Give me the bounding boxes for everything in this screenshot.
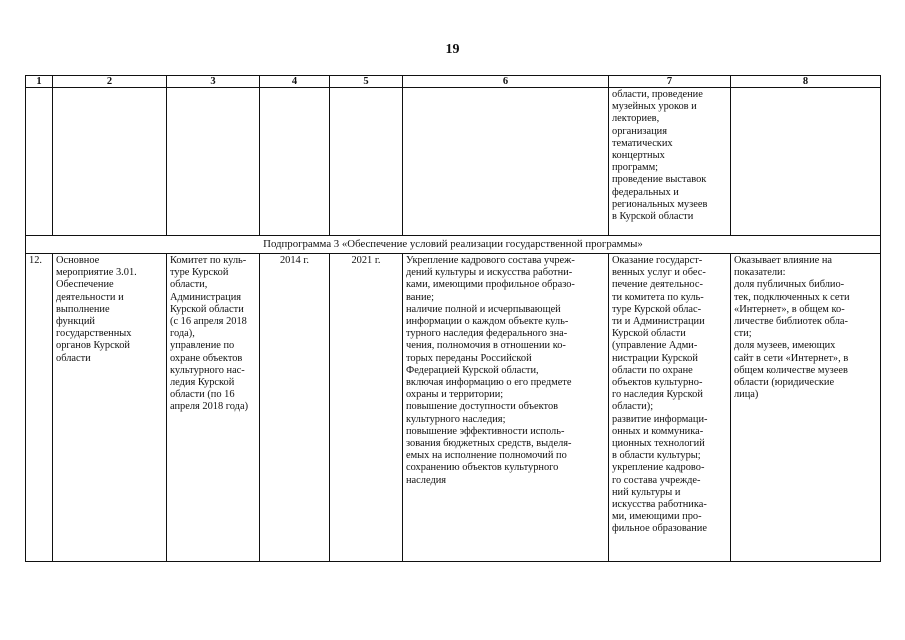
- col-header: 8: [731, 76, 881, 88]
- continuation-row: [26, 88, 881, 236]
- col-header: 2: [53, 76, 167, 88]
- table-cell: [330, 88, 403, 236]
- col-header: 7: [609, 76, 731, 88]
- header-row: [26, 76, 881, 88]
- subprogram-row: [26, 236, 881, 254]
- subprogram-title: Подпрограмма 3 «Обеспечение условий реализации государственной программы»: [26, 236, 881, 254]
- table-cell: [53, 88, 167, 236]
- col-header: 1: [26, 76, 53, 88]
- responsible-executor: Комитет по куль- туре Курской области, Администрация Курской области (с 16 апреля 2018 года), управление по охране объектов культурного нас- ледия Курской области (по 16 апреля 2018 года): [167, 254, 260, 562]
- expected-result: Укрепление кадрового состава учреж- дений культуры и искусства работни- ками, имеющими профильное образо- вание; наличие полной и исчерпывающей информации о каждом объекте куль- турного наследия федерального зна- чения, полномочия в отношении ко- торых переданы Российской Федерацией Курской области, включая информацию о его предмете охраны и территории; повышение доступности объектов культурного наследия; повышение эффективности исполь- зования бюджетных средств, выделя- емых на исполнение полномочий по сохранению объектов культурного наследия: [403, 254, 609, 562]
- end-year: 2021 г.: [330, 254, 403, 562]
- start-year: 2014 г.: [260, 254, 330, 562]
- table-cell: [26, 88, 53, 236]
- table-row: [26, 254, 881, 562]
- col-header: 5: [330, 76, 403, 88]
- indicators-link: Оказывает влияние на показатели: доля публичных библио- тек, подключенных к сети «Интернет», в общем ко- личестве библиотек обла- сти; доля музеев, имеющих сайт в сети «Интернет», в общем количестве музеев области (юридические лица): [731, 254, 881, 562]
- col-header: 6: [403, 76, 609, 88]
- measure-name: Основное мероприятие 3.01. Обеспечение деятельности и выполнение функций государственных органов Курской области: [53, 254, 167, 562]
- row-number: 12.: [26, 254, 53, 562]
- table-cell: [731, 88, 881, 236]
- table-cell: [260, 88, 330, 236]
- col-header: 3: [167, 76, 260, 88]
- measures-table: [25, 75, 881, 562]
- col-header: 4: [260, 76, 330, 88]
- table-cell: [167, 88, 260, 236]
- table-cell: [403, 88, 609, 236]
- page-number: 19: [445, 42, 460, 57]
- continuation-col7: области, проведение музейных уроков и лекториев, организация тематических концертных программ; проведение выставок федеральных и региональных музеев в Курской области: [609, 88, 731, 236]
- main-directions: Оказание государст- венных услуг и обес- печение деятельнос- ти комитета по куль- туре Курской облас- ти и Администрации Курской области (управление Адми- нистрации Курской области по охране объектов культурно- го наследия Курской области); развитие информаци- онных и коммуника- ционных технологий в области культуры; укрепление кадрово- го состава учрежде- ний культуры и искусства работника- ми, имеющими про- фильное образование: [609, 254, 731, 562]
